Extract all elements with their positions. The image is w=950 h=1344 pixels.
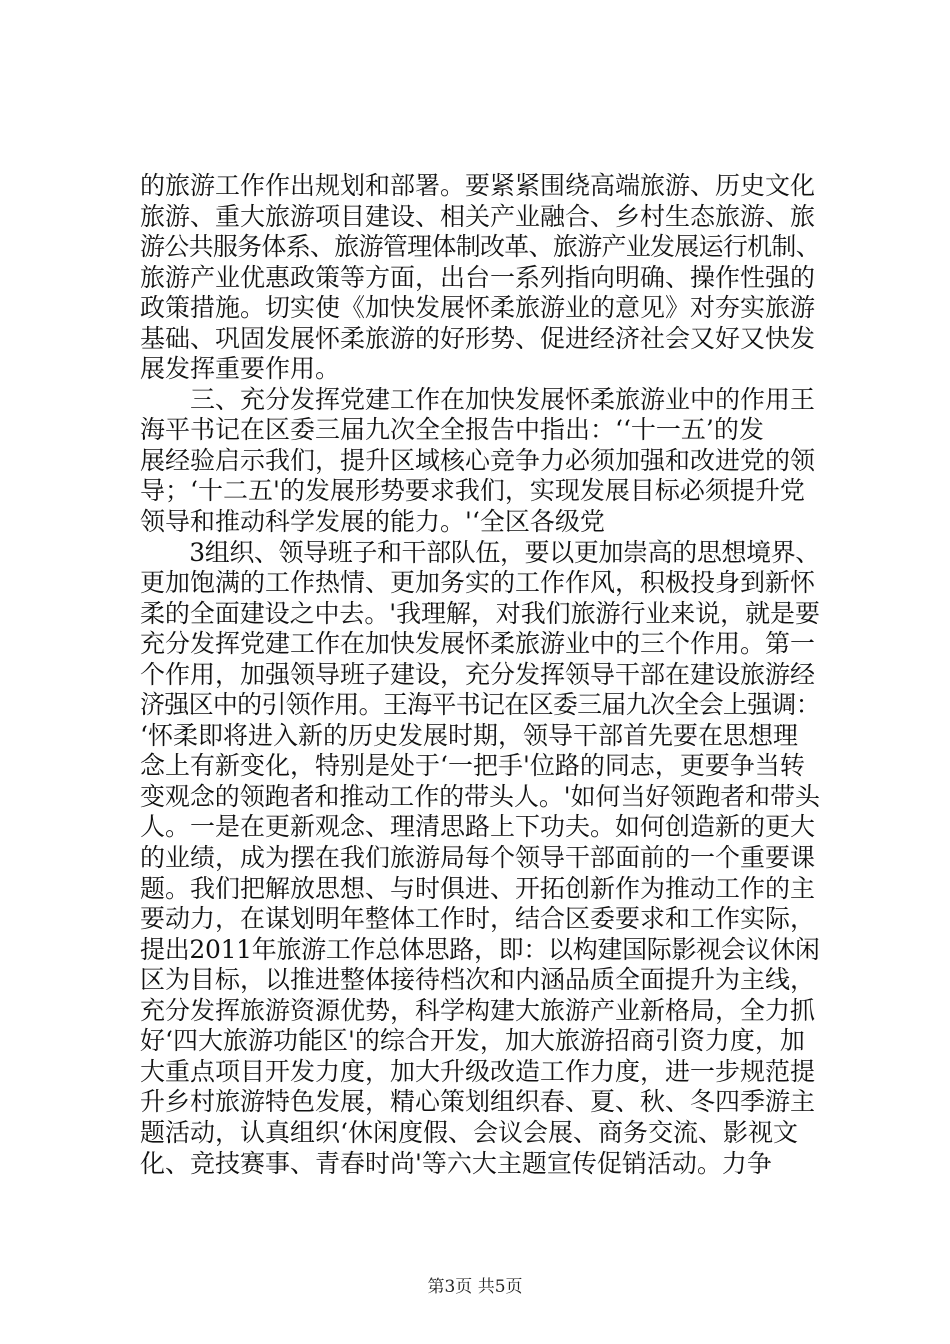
text-line: 充分发挥旅游资源优势，科学构建大旅游产业新格局，全力抓: [140, 995, 816, 1025]
text-line: 提出2011年旅游工作总体思路，即：以构建国际影视会议休闲: [140, 934, 820, 964]
text-line: 要动力，在谋划明年整体工作时，结合区委要求和工作实际，: [140, 904, 816, 934]
text-line: 旅游产业优惠政策等方面，出台一系列指向明确、操作性强的: [140, 262, 816, 292]
body-text: [140, 171, 820, 1179]
text-line: 大重点项目开发力度，加大升级改造工作力度，进一步规范提: [140, 1056, 816, 1086]
text-line: 个作用，加强领导班子建设，充分发挥领导干部在建设旅游经: [140, 659, 816, 689]
text-line: 念上有新变化，特别是处于‘一把手'位路的同志，更要争当转: [140, 751, 805, 781]
text-line: 三、充分发挥党建工作在加快发展怀柔旅游业中的作用王: [140, 384, 816, 414]
text-line: 好‘四大旅游功能区'的综合开发，加大旅游招商引资力度，加: [140, 1026, 805, 1056]
text-line: 区为目标，以推进整体接待档次和内涵品质全面提升为主线，: [140, 965, 816, 995]
text-line: ‘怀柔即将进入新的历史发展时期，领导干部首先要在思想理: [140, 720, 798, 750]
text-line: 展经验启示我们，提升区域核心竞争力必须加强和改进党的领: [140, 445, 816, 475]
text-line: 旅游、重大旅游项目建设、相关产业融合、乡村生态旅游、旅: [140, 201, 816, 231]
text-line: 化、竞技赛事、青春时尚'等六大主题宣传促销活动。力争: [140, 1148, 772, 1178]
text-line: 展发挥重要作用。: [140, 354, 341, 384]
text-line: 充分发挥党建工作在加快发展怀柔旅游业中的三个作用。第一: [140, 629, 816, 659]
text-line: 更加饱满的工作热情、更加务实的工作作风，积极投身到新怀: [140, 568, 816, 598]
text-line: 变观念的领跑者和推动工作的带头人。'如何当好领跑者和带头: [140, 781, 820, 811]
text-line: 导；‘十二五'的发展形势要求我们，实现发展目标必须提升党: [140, 476, 805, 506]
text-line: 游公共服务体系、旅游管理体制改革、旅游产业发展运行机制、: [140, 232, 821, 262]
text-line: 题。我们把解放思想、与时俱进、开拓创新作为推动工作的主: [140, 873, 816, 903]
text-line: 3组织、领导班子和干部队伍，要以更加崇高的思想境界、: [140, 537, 820, 567]
page-footer: 第3页 共5页: [427, 1277, 523, 1297]
text-line: 济强区中的引领作用。王海平书记在区委三届九次全会上强调：: [140, 690, 821, 720]
text-line: 政策措施。切实使《加快发展怀柔旅游业的意见》对夯实旅游: [140, 293, 816, 323]
text-line: 题活动，认真组织‘休闲度假、会议会展、商务交流、影视文: [140, 1117, 798, 1147]
text-line: 柔的全面建设之中去。'我理解，对我们旅游行业来说，就是要: [140, 598, 820, 628]
text-line: 的业绩，成为摆在我们旅游局每个领导干部面前的一个重要课: [140, 843, 816, 873]
text-line: 领导和推动科学发展的能力。'‘全区各级党: [140, 507, 605, 537]
text-line: 升乡村旅游特色发展，精心策划组织春、夏、秋、冬四季游主: [140, 1087, 816, 1117]
text-line: 的旅游工作作出规划和部署。要紧紧围绕高端旅游、历史文化: [140, 171, 816, 200]
text-line: 基础、巩固发展怀柔旅游的好形势、促进经济社会又好又快发: [140, 323, 816, 353]
text-line: 人。一是在更新观念、理清思路上下功夫。如何创造新的更大: [140, 812, 816, 842]
text-line: 海平书记在区委三届九次全全报告中指出：‘‘十一五’的发: [140, 415, 764, 445]
